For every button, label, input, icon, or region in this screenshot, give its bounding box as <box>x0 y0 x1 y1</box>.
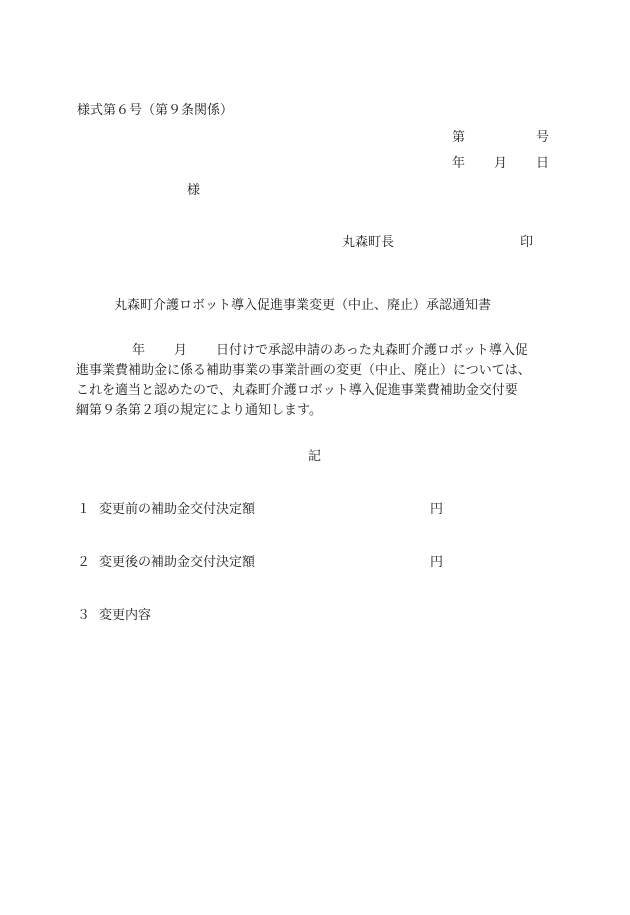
number-suffix: 号 <box>536 130 550 145</box>
item-2-label: 変更後の補助金交付決定額 <box>99 555 256 570</box>
item-3-number: ３ <box>77 608 91 623</box>
form-label: 様式第６号（第９条関係） <box>77 103 234 118</box>
item-1-unit: 円 <box>430 502 444 517</box>
ki-heading: 記 <box>308 449 322 464</box>
item-2-unit: 円 <box>430 555 444 570</box>
date-month: 月 <box>494 156 508 171</box>
date-day: 日 <box>536 156 550 171</box>
body-line-3: これを適当と認めたので、丸森町介護ロボット導入促進事業費補助金交付要 <box>76 383 518 398</box>
number-prefix: 第 <box>452 130 466 145</box>
item-1-number: １ <box>77 502 91 517</box>
body-line-1 <box>76 341 550 361</box>
body-line-2: 進事業費補助金に係る補助事業の事業計画の変更（中止、廃止）については、 <box>76 363 531 378</box>
addressee-suffix: 様 <box>187 183 201 198</box>
date-year: 年 <box>452 156 466 171</box>
item-3-label: 変更内容 <box>99 608 152 623</box>
issuer-name: 丸森町長 <box>342 235 395 250</box>
body-paragraph <box>76 341 550 421</box>
item-1-label: 変更前の補助金交付決定額 <box>99 502 256 517</box>
document-title: 丸森町介護ロボット導入促進事業変更（中止、廃止）承認通知書 <box>114 298 492 313</box>
body-month: 月 <box>174 343 188 358</box>
body-year: 年 <box>132 343 146 358</box>
body-line-4: 綱第９条第２項の規定により通知します。 <box>76 403 322 418</box>
item-2-number: ２ <box>77 555 91 570</box>
issuer-seal: 印 <box>520 235 534 250</box>
body-line-1-text: 日付けで承認申請のあった丸森町介護ロボット導入促 <box>216 343 528 358</box>
